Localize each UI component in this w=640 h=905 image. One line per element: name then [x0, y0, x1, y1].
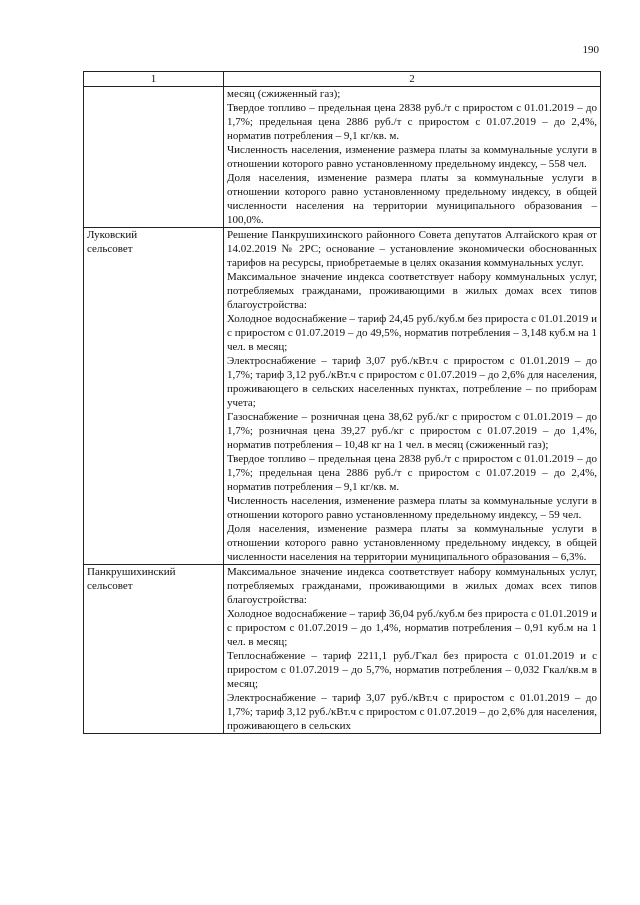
- tariff-description: [224, 565, 601, 734]
- column-header-2: 2: [224, 72, 601, 87]
- table-row: [84, 565, 601, 734]
- table-header-row: [84, 72, 601, 87]
- table-row: [84, 87, 601, 228]
- municipality-name: Панкрушихинский сельсовет: [84, 565, 224, 734]
- tariff-description: [224, 87, 601, 228]
- paragraph: Решение Панкрушихинского районного Совета депутатов Алтайского края от 14.02.2019 № 2РС; основание – установление экономически обоснованных тарифов на ресурсы, приобретаемые в целях оказания коммунальных услуг.: [227, 229, 597, 269]
- municipality-name: [84, 87, 224, 228]
- paragraph: Холодное водоснабжение – тариф 36,04 руб./куб.м без прироста с 01.01.2019 и с приростом с 01.07.2019 – до 1,4%, норматив потребления – 0,91 куб.м на 1 чел. в месяц;: [227, 608, 597, 648]
- paragraph: Численность населения, изменение размера платы за коммунальные услуги в отношении которого равно установленному предельному индексу, – 59 чел.: [227, 495, 597, 521]
- tariff-description: [224, 228, 601, 565]
- column-header-1: 1: [84, 72, 224, 87]
- paragraph: Доля населения, изменение размера платы за коммунальные услуги в отношении которого равно установленному предельному индексу, в общей численности населения на территории муниципального образования – 6,3%.: [227, 523, 597, 563]
- paragraph: Твердое топливо – предельная цена 2838 руб./т с приростом с 01.01.2019 – до 1,7%; предельная цена 2886 руб./т с приростом с 01.07.2019 – до 2,4%, норматив потребления – 9,1 кг/кв. м.: [227, 453, 597, 493]
- paragraph: Доля населения, изменение размера платы за коммунальные услуги в отношении которого равно установленному предельному индексу, в общей численности населения на территории муниципального образования – 100,0%.: [227, 172, 597, 226]
- paragraph: Холодное водоснабжение – тариф 24,45 руб./куб.м без прироста с 01.01.2019 и с приростом с 01.07.2019 – до 49,5%, норматив потребления – 3,148 куб.м на 1 чел. в месяц;: [227, 313, 597, 353]
- paragraph: Твердое топливо – предельная цена 2838 руб./т с приростом с 01.01.2019 – до 1,7%; предельная цена 2886 руб./т с приростом с 01.07.2019 – до 2,4%, норматив потребления – 9,1 кг/кв. м.: [227, 102, 597, 142]
- page-number: 190: [582, 44, 599, 56]
- tariff-table: [83, 71, 601, 734]
- paragraph: Газоснабжение – розничная цена 38,62 руб./кг с приростом с 01.01.2019 – до 1,7%; розничная цена 39,27 руб./кг с приростом с 01.07.2019 – до 1,4%, норматив потребления – 10,48 кг на 1 чел. в месяц (сжиженный газ);: [227, 411, 597, 451]
- table-row: [84, 228, 601, 565]
- paragraph: Максимальное значение индекса соответствует набору коммунальных услуг, потребляемых гражданами, проживающими в жилых домах всех типов благоустройства:: [227, 566, 597, 606]
- paragraph: Теплоснабжение – тариф 2211,1 руб./Гкал без прироста с 01.01.2019 и с приростом с 01.07.2019 – до 5,7%, норматив потребления – 0,032 Гкал/кв.м в месяц;: [227, 650, 597, 690]
- paragraph: Максимальное значение индекса соответствует набору коммунальных услуг, потребляемых гражданами, проживающими в жилых домах всех типов благоустройства:: [227, 271, 597, 311]
- municipality-name: Луковский сельсовет: [84, 228, 224, 565]
- paragraph: месяц (сжиженный газ);: [227, 88, 341, 100]
- paragraph: Электроснабжение – тариф 3,07 руб./кВт.ч с приростом с 01.01.2019 – до 1,7%; тариф 3,12 руб./кВт.ч с приростом с 01.07.2019 – до 2,6% для населения, проживающего в сельских населенных пунктах, потребление – по приборам учета;: [227, 355, 597, 409]
- paragraph: Электроснабжение – тариф 3,07 руб./кВт.ч с приростом с 01.01.2019 – до 1,7%; тариф 3,12 руб./кВт.ч с приростом с 01.07.2019 – до 2,6% для населения, проживающего в сельских: [227, 692, 597, 732]
- paragraph: Численность населения, изменение размера платы за коммунальные услуги в отношении которого равно установленному предельному индексу, – 558 чел.: [227, 144, 597, 170]
